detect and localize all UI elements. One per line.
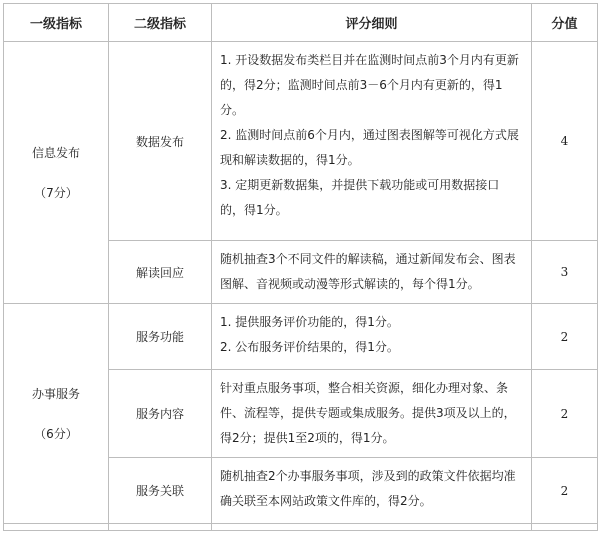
truncated-row xyxy=(4,524,598,531)
header-row xyxy=(4,4,598,42)
group-cell-info-publish xyxy=(4,42,109,304)
empty-cell xyxy=(212,524,532,531)
rule-text: 1. 提供服务评价功能的，得1分。 xyxy=(220,315,399,329)
rule-text: 随机抽查2个办事服务事项，涉及到的政策文件依据均准确关联至本网站政策文件库的，得2分。 xyxy=(220,469,516,508)
group-points: （7分） xyxy=(34,185,78,200)
header-score: 分值 xyxy=(532,4,598,42)
score-value: 4 xyxy=(532,42,598,241)
subitem-name: 服务关联 xyxy=(109,458,212,524)
score-value: 2 xyxy=(532,370,598,458)
scoring-table xyxy=(3,3,598,531)
header-rules: 评分细则 xyxy=(212,4,532,42)
rule-text: 针对重点服务事项，整合相关资源，细化办理对象、条件、流程等，提供专题或集成服务。提供3项及以上的，得2分；提供1至2项的，得1分。 xyxy=(220,381,516,445)
group-cell-office-service xyxy=(4,304,109,524)
group-points: （6分） xyxy=(34,426,78,441)
header-level2: 二级指标 xyxy=(109,4,212,42)
subitem-name: 解读回应 xyxy=(109,241,212,304)
subitem-name: 服务功能 xyxy=(109,304,212,370)
subitem-name: 数据发布 xyxy=(109,42,212,241)
subitem-name: 服务内容 xyxy=(109,370,212,458)
empty-cell xyxy=(532,524,598,531)
rules-cell xyxy=(212,370,532,458)
rules-cell xyxy=(212,304,532,370)
header-level1: 一级指标 xyxy=(4,4,109,42)
empty-cell xyxy=(4,524,109,531)
rule-text: 2. 监测时间点前6个月内，通过图表图解等可视化方式展现和解读数据的，得1分。 xyxy=(220,128,519,167)
rules-cell xyxy=(212,458,532,524)
rule-text: 随机抽查3个不同文件的解读稿，通过新闻发布会、图表图解、音视频或动漫等形式解读的，每个得1分。 xyxy=(220,252,516,291)
empty-cell xyxy=(109,524,212,531)
rule-text: 2. 公布服务评价结果的，得1分。 xyxy=(220,340,399,354)
rule-text: 3. 定期更新数据集，并提供下载功能或可用数据接口的，得1分。 xyxy=(220,178,500,217)
rule-text: 1. 开设数据发布类栏目并在监测时间点前3个月内有更新的，得2分；监测时间点前3－6个月内有更新的，得1分。 xyxy=(220,53,519,117)
group-name: 信息发布 xyxy=(31,145,80,160)
table-row xyxy=(4,304,598,370)
rules-cell xyxy=(212,42,532,241)
score-value: 2 xyxy=(532,304,598,370)
group-name: 办事服务 xyxy=(31,386,80,401)
rules-cell xyxy=(212,241,532,304)
score-value: 3 xyxy=(532,241,598,304)
table-row xyxy=(4,42,598,241)
score-value: 2 xyxy=(532,458,598,524)
